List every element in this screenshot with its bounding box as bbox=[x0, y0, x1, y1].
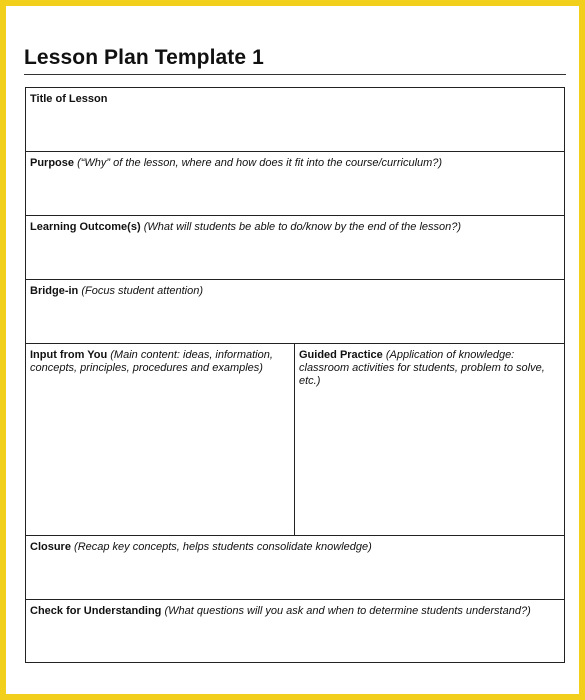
hint-check-for-understanding: (What questions will you ask and when to determine students understand?) bbox=[164, 605, 531, 617]
lesson-plan-table bbox=[25, 87, 565, 663]
page-title: Lesson Plan Template 1 bbox=[24, 46, 264, 69]
row-check-for-understanding bbox=[26, 600, 564, 662]
hint-learning-outcomes: (What will students be able to do/know by the end of the lesson?) bbox=[143, 221, 462, 233]
hint-input-from-you: (Main content: ideas, information, concepts, principles, procedures and examples) bbox=[30, 349, 273, 374]
document-page bbox=[6, 6, 579, 694]
title-divider bbox=[24, 74, 566, 75]
label-purpose: Purpose bbox=[30, 157, 75, 169]
hint-guided-practice: (Application of knowledge: classroom activities for students, problem to solve, etc.) bbox=[299, 349, 545, 387]
label-guided-practice: Guided Practice bbox=[299, 349, 383, 361]
row-purpose bbox=[26, 152, 564, 216]
cell-guided-practice[interactable] bbox=[295, 344, 564, 535]
label-learning-outcomes: Learning Outcome(s) bbox=[30, 221, 141, 233]
cell-input-from-you[interactable] bbox=[26, 344, 295, 535]
label-input-from-you: Input from You bbox=[30, 349, 108, 361]
cell-purpose[interactable] bbox=[26, 152, 564, 215]
hint-closure: (Recap key concepts, helps students consolidate knowledge) bbox=[74, 541, 372, 553]
hint-purpose: (“Why” of the lesson, where and how does it fit into the course/curriculum?) bbox=[77, 157, 443, 169]
label-check-for-understanding: Check for Understanding bbox=[30, 605, 162, 617]
label-closure: Closure bbox=[30, 541, 71, 553]
label-title-of-lesson: Title of Lesson bbox=[30, 93, 108, 105]
cell-check-for-understanding[interactable] bbox=[26, 600, 564, 662]
row-input-and-practice bbox=[26, 344, 564, 536]
row-bridge-in bbox=[26, 280, 564, 344]
label-bridge-in: Bridge-in bbox=[30, 285, 79, 297]
row-title-of-lesson bbox=[26, 88, 564, 152]
cell-title-of-lesson[interactable] bbox=[26, 88, 564, 151]
row-closure bbox=[26, 536, 564, 600]
cell-closure[interactable] bbox=[26, 536, 564, 599]
row-learning-outcomes bbox=[26, 216, 564, 280]
hint-bridge-in: (Focus student attention) bbox=[81, 285, 204, 297]
cell-bridge-in[interactable] bbox=[26, 280, 564, 343]
cell-learning-outcomes[interactable] bbox=[26, 216, 564, 279]
